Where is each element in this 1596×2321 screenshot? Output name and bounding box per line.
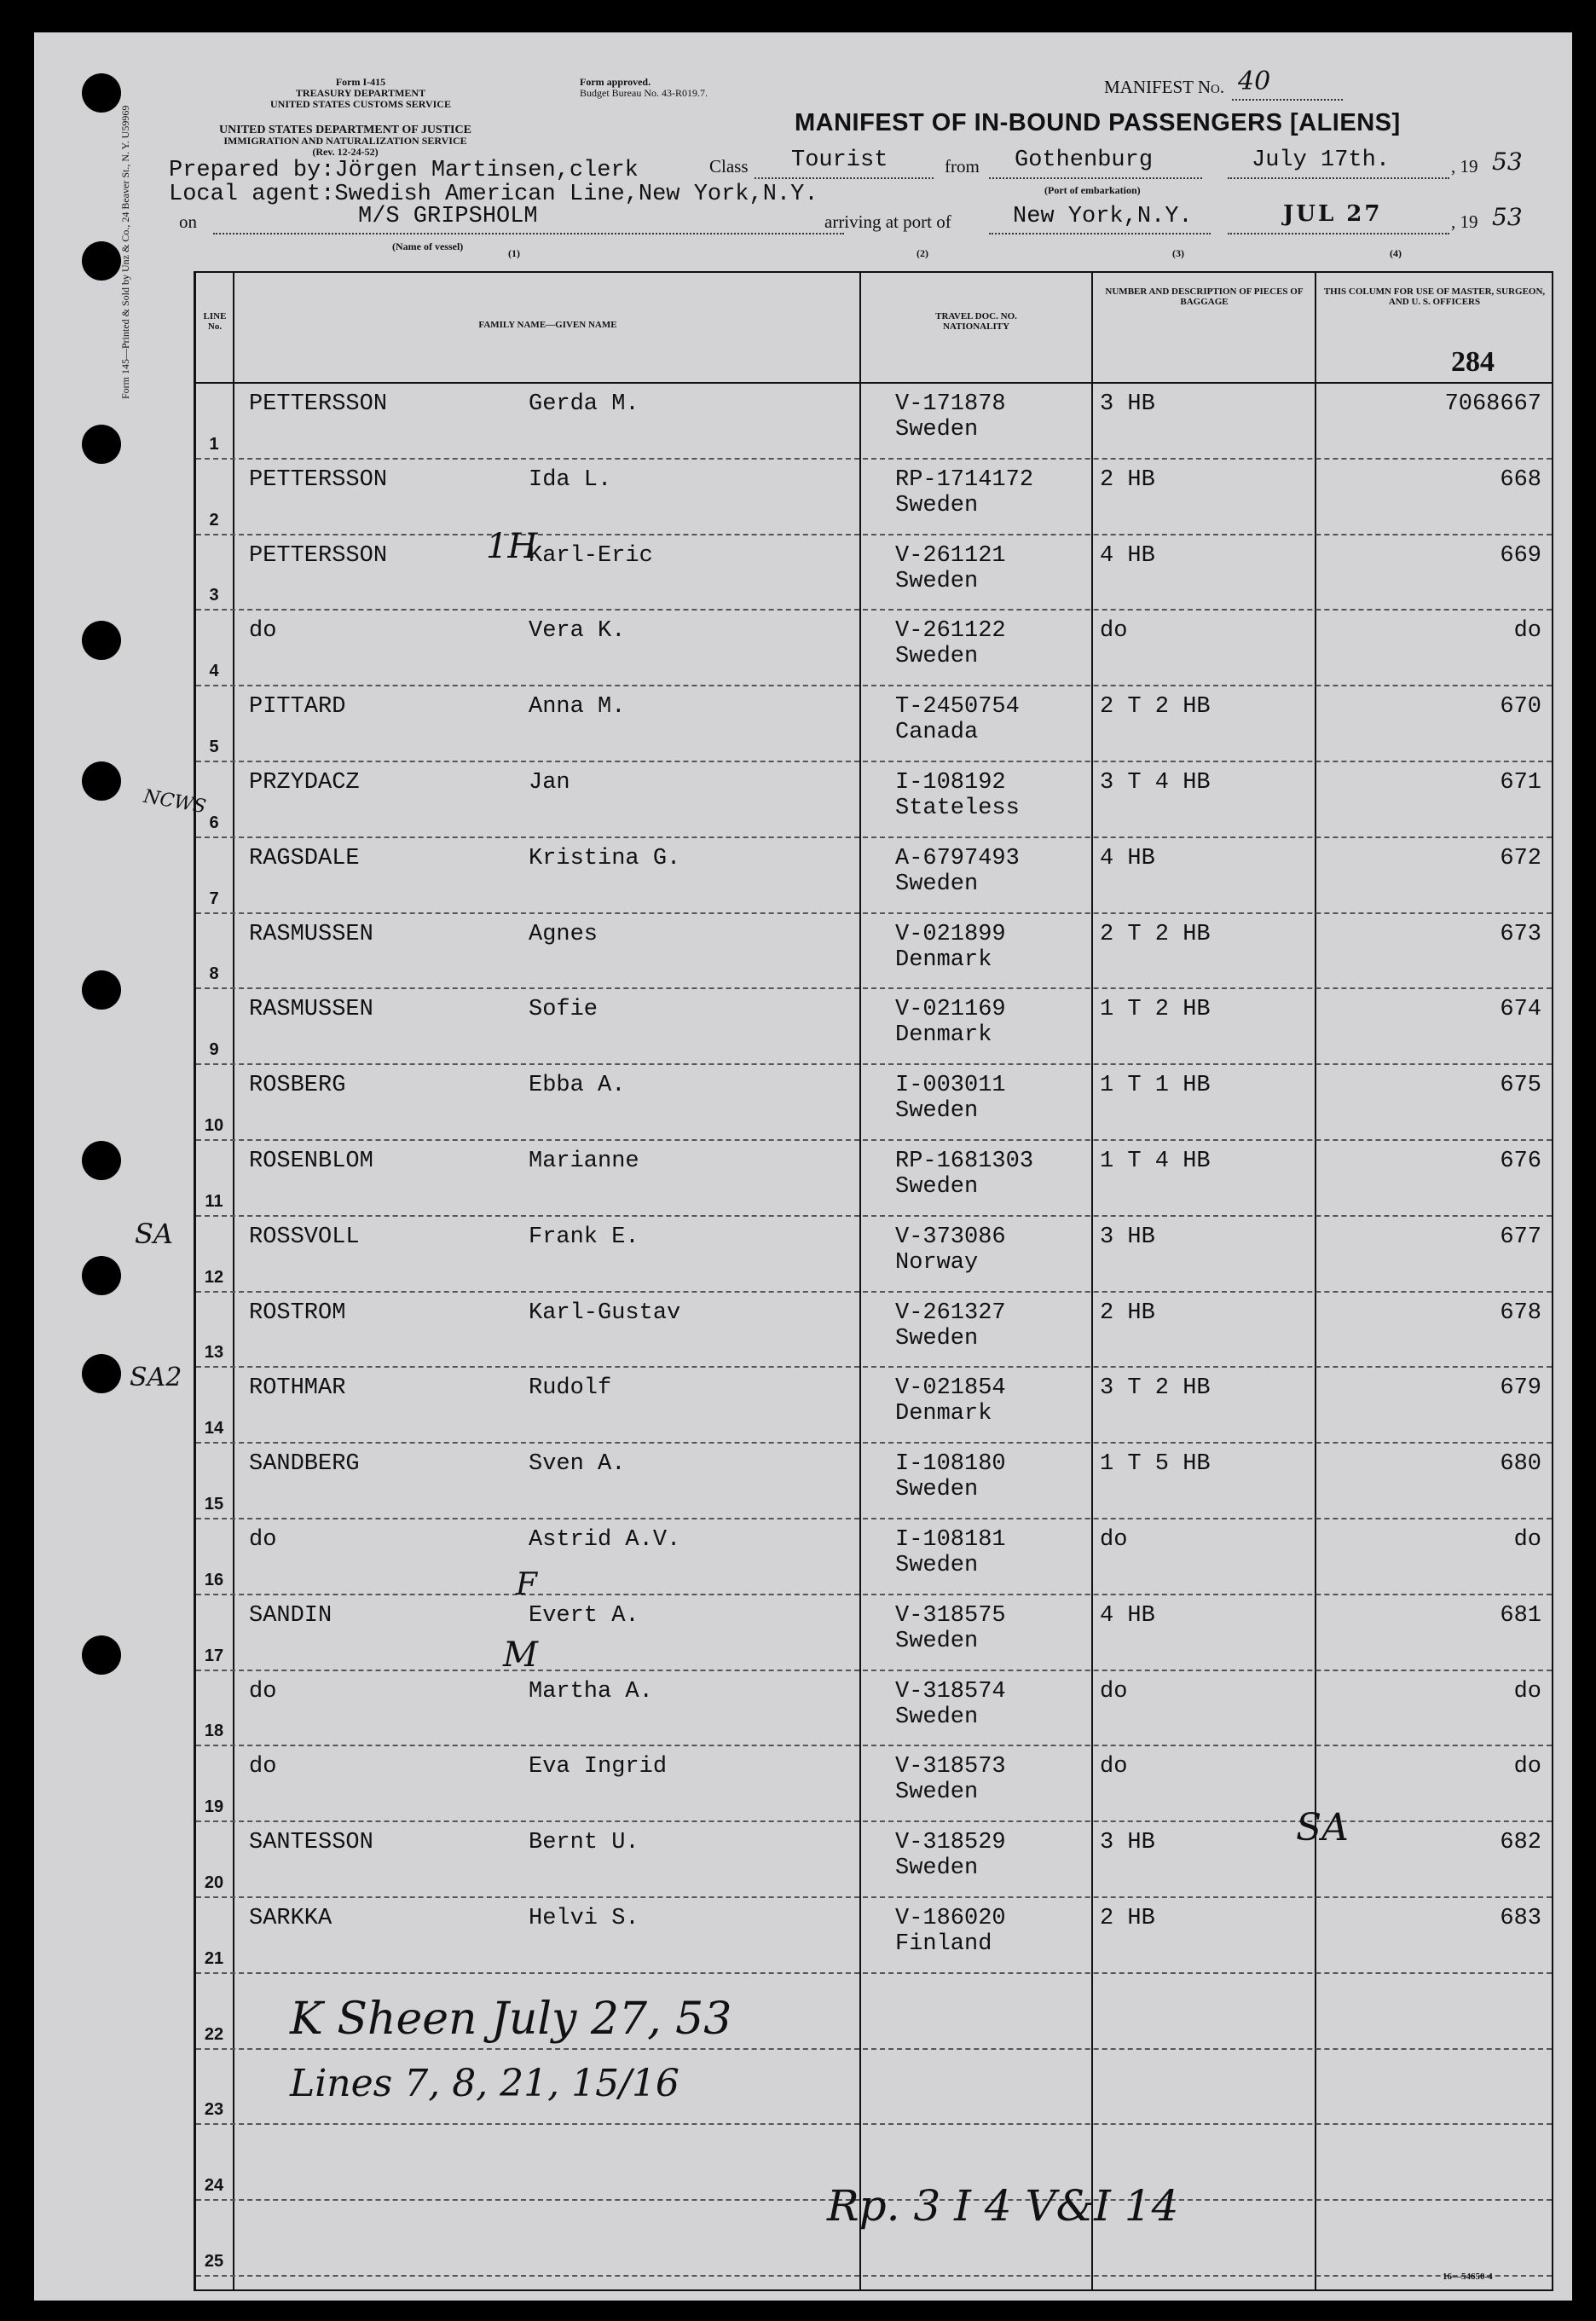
side-print: Form 145—Printed & Sold by Unz & Co., 24 Beaver St., N. Y. U59969	[119, 105, 131, 399]
given-name: Anna M.	[529, 694, 626, 721]
col-travel-doc: TRAVEL DOC. NO. NATIONALITY	[935, 311, 1017, 332]
baggage: 2 HB	[1100, 466, 1155, 493]
departure-date: July 17th.	[1252, 148, 1391, 173]
arrival-year: 53	[1492, 203, 1523, 231]
given-name: Kristina G.	[529, 845, 681, 871]
family-name: do	[249, 618, 277, 645]
nationality: Sweden	[895, 644, 979, 670]
officer-number: 679	[1500, 1375, 1541, 1402]
punch-hole	[82, 621, 121, 660]
travel-doc-number: I-108180	[895, 1451, 1006, 1478]
officer-number: 673	[1500, 921, 1541, 947]
nationality: Denmark	[895, 1401, 992, 1427]
nationality: Denmark	[895, 946, 992, 973]
officer-number: 671	[1500, 770, 1541, 796]
given-name: Ebba A.	[529, 1073, 626, 1099]
line-number: 9	[209, 1040, 219, 1060]
sa-mark-officer: SA	[1296, 1806, 1349, 1849]
given-name: Sven A.	[529, 1451, 626, 1478]
given-name: Marianne	[529, 1149, 639, 1174]
travel-doc-number: V-318529	[895, 1830, 1006, 1856]
given-name: Astrid A.V.	[529, 1527, 681, 1553]
travel-doc-number: V-186020	[895, 1906, 1006, 1931]
officer-number: do	[1513, 1527, 1541, 1553]
travel-doc-number: V-261121	[895, 542, 1006, 569]
officer-number: do	[1513, 1678, 1541, 1705]
table-row	[196, 989, 1552, 1065]
vessel-name: M/S GRIPSHOLM	[358, 204, 538, 229]
departure-year: 53	[1492, 148, 1523, 176]
line-number: 19	[204, 1797, 224, 1817]
table-row	[196, 1217, 1552, 1293]
nationality: Sweden	[895, 1174, 979, 1200]
manifest-page: Form 145—Printed & Sold by Unz & Co., 24 Beaver St., N. Y. U59969 Form I-415 TREASURY DEPARTMENT UNITED STATES CUSTOMS SERVICE UNITED STATES DEPARTMENT OF JUSTICE IMMIGRATION AND NATURALIZATION SERVICE (Rev. 12-24-52) Form approved. Budget Bureau No. 43-R019.7. MANIFEST No. 40 MANIFEST OF IN-BOUND PASSENGERS [ALIENS] Prepared by:Jörgen Martinsen,clerk Local agent:Swedish American Line,New York,N.Y. Class Tourist from Gothenburg (Port of embarkation) July 17th. , 19 53 on M/S GRIPSHOLM (Name of vessel) (1) arriving at port of New York,N.Y. JUL 27 , 19 53 (2) (3) (4) LINE No. FAMILY NAME—GIVEN NAME TRAVEL DOC. NO. NATIONALITY NUMBER AND DESCRIPTION OF PIECES OF BAGGAGE THIS COLUMN FOR USE OF MASTER, SURGEON, AND U. S. OFFICERS 1 PETTERSSON Gerda M. V-171878 Sweden 3 HB 7068667 2 PETTERSSON Ida L. RP-1714172 Sweden 2 HB 668 3 PETTERSSON Karl-Eric V-261121 Sweden 4 HB 669 4 do Vera K. V-261122 Sweden do do 5 PITTARD Anna M. T-2450754 Canada 2 T 2 HB 670 6 PRZYDACZ Jan I-108192 Stateless 3 T 4 HB 671 7 RAGSDALE Kristina G. A-6797493 Sweden 4 HB 672 8 RASMUSSEN Agnes V-021899 Denmark 2 T 2 HB 673 9 RASMUSSEN Sofie V-021169 Denmark 1 T 2 HB 674 10 ROSBERG Ebba A. I-003011 Sweden 1 T 1 HB 675 11 ROSENBLOM Marianne RP-1681303 Sweden 1 T 4 HB 676 12 ROSSVOLL Frank E. V-373086 Norway 3 HB 677 13 ROSTROM Karl-Gustav V-261327 Sweden 2 HB 678 14 ROTHMAR Rudolf V-021854 Denmark 3 T 2 HB 679 15 SANDBERG Sven A. I-108180 Sweden 1 T 5 HB 680 16 do Astrid A.V. I-108181 Sweden do do 17 SANDIN Evert A. V-318575 Sweden 4 HB 681 18 do Martha A. V-318574 Sweden do do 19 do Eva Ingrid V-318573 Sweden do do 20 SANTESSON Bernt U. V-318529 Sweden 3 HB 682 21 SARKKA Helvi S. V-186020 Finland 2 HB 683 22 23 24 25 284 K Sheen July 27, 53 Lines 7, 8, 21, 15/16 Rp. 3 I 4 V&I 14 SA SA2 SA NCWS 1H F M 16—54650-4	[34, 32, 1572, 2301]
sa-mark: SA	[135, 1218, 174, 1250]
officer-number: 668	[1500, 466, 1541, 493]
table-row	[196, 686, 1552, 762]
family-name: ROSENBLOM	[249, 1149, 373, 1174]
form-code: 16—54650-4	[1443, 2272, 1493, 2282]
line-number: 4	[209, 662, 219, 681]
family-name: SANDIN	[249, 1602, 332, 1629]
form-header-block	[263, 77, 459, 110]
line-number: 22	[204, 2024, 224, 2044]
manifest-no: 40	[1238, 67, 1271, 96]
given-name: Karl-Eric	[529, 542, 653, 569]
given-name: Martha A.	[529, 1678, 653, 1705]
baggage: 3 HB	[1100, 1224, 1155, 1250]
table-header	[196, 273, 1552, 384]
given-name: Bernt U.	[529, 1830, 639, 1856]
bottom-tally-note: Rp. 3 I 4 V&I 14	[827, 2181, 1179, 2231]
travel-doc-number: V-261122	[895, 618, 1006, 645]
line-number: 1	[209, 434, 219, 454]
line-number: 7	[209, 888, 219, 908]
col-line-no: LINE No.	[203, 311, 227, 332]
family-name: ROSSVOLL	[249, 1224, 360, 1250]
nationality: Sweden	[895, 1704, 979, 1730]
nationality: Canada	[895, 720, 979, 746]
given-name: Helvi S.	[529, 1906, 639, 1931]
family-name: PITTARD	[249, 694, 346, 721]
officer-number: 7068667	[1444, 391, 1541, 417]
baggage: do	[1100, 1754, 1128, 1780]
tick-mark-f: F	[516, 1567, 537, 1602]
given-name: Rudolf	[529, 1375, 612, 1402]
family-name: ROSBERG	[249, 1073, 346, 1099]
punch-hole	[82, 1141, 121, 1180]
local-agent: Local agent:Swedish American Line,New York,N.Y.	[169, 182, 818, 207]
on-label: on	[179, 211, 197, 232]
officer-number: 682	[1500, 1830, 1541, 1856]
baggage: 3 T 4 HB	[1100, 770, 1211, 796]
nationality: Sweden	[895, 1098, 979, 1125]
prepared-by: Prepared by:Jörgen Martinsen,clerk	[169, 158, 639, 183]
class-value: Tourist	[791, 148, 888, 173]
family-name: do	[249, 1527, 277, 1553]
line-number: 8	[209, 964, 219, 984]
officer-number: 675	[1500, 1073, 1541, 1099]
table-row	[196, 838, 1552, 914]
officer-number: 672	[1500, 845, 1541, 871]
manifest-no-label: MANIFEST No.	[1104, 77, 1225, 97]
from-label: from	[945, 156, 980, 177]
col-name: FAMILY NAME—GIVEN NAME	[478, 320, 617, 330]
officer-number: 669	[1500, 542, 1541, 569]
officer-number: do	[1513, 1754, 1541, 1780]
nationality: Sweden	[895, 1855, 979, 1882]
punch-hole	[82, 761, 121, 801]
given-name: Jan	[529, 770, 570, 796]
given-name: Eva Ingrid	[529, 1754, 668, 1780]
col-baggage: NUMBER AND DESCRIPTION OF PIECES OF BAGGAGE	[1105, 287, 1304, 307]
table-row	[196, 1671, 1552, 1747]
given-name: Agnes	[529, 921, 598, 947]
travel-doc-number: V-318573	[895, 1754, 1006, 1780]
given-name: Ida L.	[529, 466, 612, 493]
given-name: Karl-Gustav	[529, 1299, 681, 1326]
baggage: 2 T 2 HB	[1100, 921, 1211, 947]
officer-number: 676	[1500, 1149, 1541, 1174]
lines-note: Lines 7, 8, 21, 15/16	[290, 2062, 679, 2105]
family-name: SARKKA	[249, 1906, 332, 1931]
table-row	[196, 611, 1552, 686]
ins-label: IMMIGRATION AND NATURALIZATION SERVICE	[223, 135, 467, 147]
line-number: 25	[204, 2251, 224, 2271]
nationality: Sweden	[895, 492, 979, 518]
table-row	[196, 535, 1552, 611]
page-number-stamp: 284	[1451, 346, 1495, 378]
travel-doc-number: RP-1714172	[895, 466, 1034, 493]
customs-label: UNITED STATES CUSTOMS SERVICE	[270, 98, 451, 110]
col-officers: THIS COLUMN FOR USE OF MASTER, SURGEON, AND U. S. OFFICERS	[1323, 287, 1546, 307]
family-name: PETTERSSON	[249, 542, 388, 569]
given-name: Vera K.	[529, 618, 626, 645]
family-name: SANTESSON	[249, 1830, 373, 1856]
inspector-signature: K Sheen July 27, 53	[290, 1994, 732, 2045]
arriving-label: arriving at port of	[824, 211, 951, 232]
line-number: 23	[204, 2100, 224, 2120]
travel-doc-number: V-021899	[895, 921, 1006, 947]
nationality: Finland	[895, 1931, 992, 1957]
punch-hole	[82, 1635, 121, 1675]
travel-doc-number: I-108192	[895, 770, 1006, 796]
officer-number: 681	[1500, 1602, 1541, 1629]
travel-doc-number: V-318575	[895, 1602, 1006, 1629]
baggage: 3 HB	[1100, 391, 1155, 417]
punch-hole	[82, 1354, 121, 1393]
officer-number: 680	[1500, 1451, 1541, 1478]
arrival-port: New York,N.Y.	[1013, 204, 1193, 229]
baggage: do	[1100, 1678, 1128, 1705]
baggage: do	[1100, 618, 1128, 645]
depart-year-prefix: , 19	[1451, 156, 1478, 177]
line-number: 21	[204, 1948, 224, 1968]
line-number: 11	[205, 1191, 223, 1211]
line-number: 12	[204, 1267, 224, 1287]
nationality: Stateless	[895, 796, 1020, 821]
travel-doc-number: V-021854	[895, 1375, 1006, 1402]
given-name: Frank E.	[529, 1224, 639, 1250]
vessel-label: (Name of vessel)	[392, 240, 464, 252]
officer-number: 677	[1500, 1224, 1541, 1250]
nationality: Sweden	[895, 871, 979, 897]
officer-number: 678	[1500, 1299, 1541, 1326]
table-row	[196, 1444, 1552, 1519]
travel-doc-number: V-373086	[895, 1224, 1006, 1250]
table-row	[196, 460, 1552, 535]
travel-doc-number: RP-1681303	[895, 1149, 1034, 1174]
table-row	[196, 1519, 1552, 1595]
baggage: 2 T 2 HB	[1100, 694, 1211, 721]
baggage: 2 HB	[1100, 1906, 1155, 1931]
line-number: 10	[204, 1115, 224, 1135]
nationality: Sweden	[895, 417, 979, 443]
line-number: 24	[204, 2176, 224, 2196]
nationality: Sweden	[895, 1780, 979, 1806]
table-row	[196, 1065, 1552, 1141]
port-of-embarkation: Gothenburg	[1015, 148, 1154, 173]
line-number: 6	[209, 813, 219, 832]
punch-hole	[82, 970, 121, 1010]
travel-doc-number: T-2450754	[895, 694, 1020, 721]
justice-block	[175, 124, 516, 158]
line-number: 18	[204, 1722, 224, 1741]
arrival-date-stamp: JUL 27	[1283, 201, 1383, 227]
baggage: do	[1100, 1527, 1128, 1553]
nationality: Norway	[895, 1249, 979, 1276]
family-name: PRZYDACZ	[249, 770, 360, 796]
punch-hole	[82, 425, 121, 464]
table-row	[196, 1898, 1552, 1974]
baggage: 4 HB	[1100, 542, 1155, 569]
table-row	[196, 1141, 1552, 1217]
nationality: Denmark	[895, 1022, 992, 1049]
baggage: 4 HB	[1100, 845, 1155, 871]
line-number: 2	[209, 510, 219, 530]
travel-doc-number: A-6797493	[895, 845, 1020, 871]
treasury-label: TREASURY DEPARTMENT	[295, 87, 426, 99]
family-name: RAGSDALE	[249, 845, 360, 871]
officer-number: 670	[1500, 694, 1541, 721]
form-number: Form I-415	[335, 76, 386, 88]
line-number: 20	[204, 1872, 224, 1892]
family-name: do	[249, 1754, 277, 1780]
baggage: 3 T 2 HB	[1100, 1375, 1211, 1402]
officer-number: do	[1513, 618, 1541, 645]
baggage: 2 HB	[1100, 1299, 1155, 1326]
family-name: ROTHMAR	[249, 1375, 346, 1402]
line-number: 5	[209, 737, 219, 756]
arrival-year-prefix: , 19	[1451, 211, 1478, 232]
nationality: Sweden	[895, 1477, 979, 1503]
officer-number: 674	[1500, 997, 1541, 1023]
line-number: 17	[204, 1646, 224, 1665]
baggage: 4 HB	[1100, 1602, 1155, 1629]
tick-mark-1h: 1H	[486, 527, 538, 566]
table-row	[196, 762, 1552, 838]
travel-doc-number: V-261327	[895, 1299, 1006, 1326]
travel-doc-number: V-171878	[895, 391, 1006, 417]
family-name: PETTERSSON	[249, 391, 388, 417]
passenger-table	[194, 271, 1553, 2291]
punch-hole	[82, 241, 121, 281]
nationality: Sweden	[895, 568, 979, 594]
baggage: 3 HB	[1100, 1830, 1155, 1856]
baggage: 1 T 2 HB	[1100, 997, 1211, 1023]
port-embark-label: (Port of embarkation)	[1044, 184, 1141, 196]
class-label: Class	[709, 156, 749, 177]
travel-doc-number: V-021169	[895, 997, 1006, 1023]
family-name: SANDBERG	[249, 1451, 360, 1478]
nationality: Sweden	[895, 1553, 979, 1578]
table-row	[196, 1368, 1552, 1444]
family-name: PETTERSSON	[249, 466, 388, 493]
travel-doc-number: I-003011	[895, 1073, 1006, 1099]
travel-doc-number: I-108181	[895, 1527, 1006, 1553]
baggage: 1 T 4 HB	[1100, 1149, 1211, 1174]
family-name: ROSTROM	[249, 1299, 346, 1326]
nationality: Sweden	[895, 1628, 979, 1654]
officer-number: 683	[1500, 1906, 1541, 1931]
rev-label: (Rev. 12-24-52)	[312, 146, 379, 158]
document-title: MANIFEST OF IN-BOUND PASSENGERS [ALIENS]	[795, 109, 1401, 136]
punch-hole	[82, 73, 121, 113]
travel-doc-number: V-318574	[895, 1678, 1006, 1705]
punch-hole	[82, 1256, 121, 1295]
nationality: Sweden	[895, 1325, 979, 1352]
line-number: 14	[204, 1419, 224, 1438]
baggage: 1 T 5 HB	[1100, 1451, 1211, 1478]
baggage: 1 T 1 HB	[1100, 1073, 1211, 1099]
table-row	[196, 914, 1552, 990]
given-name: Evert A.	[529, 1602, 639, 1629]
table-row	[196, 1595, 1552, 1671]
line-number: 13	[204, 1343, 224, 1363]
budget-block	[580, 77, 708, 99]
line-number: 16	[204, 1570, 224, 1589]
given-name: Sofie	[529, 997, 598, 1023]
justice-label: UNITED STATES DEPARTMENT OF JUSTICE	[219, 124, 471, 136]
family-name: do	[249, 1678, 277, 1705]
budget-number: Budget Bureau No. 43-R019.7.	[580, 87, 708, 99]
ncws-mark: NCWS	[142, 785, 208, 819]
given-name: Gerda M.	[529, 391, 639, 417]
family-name: RASMUSSEN	[249, 997, 373, 1023]
line-number: 15	[204, 1494, 224, 1514]
table-row	[196, 384, 1552, 460]
sa2-mark: SA2	[130, 1363, 182, 1392]
form-approved: Form approved.	[580, 76, 651, 88]
table-row	[196, 1293, 1552, 1369]
line-number: 3	[209, 586, 219, 605]
family-name: RASMUSSEN	[249, 921, 373, 947]
tick-mark-m: M	[503, 1635, 538, 1675]
